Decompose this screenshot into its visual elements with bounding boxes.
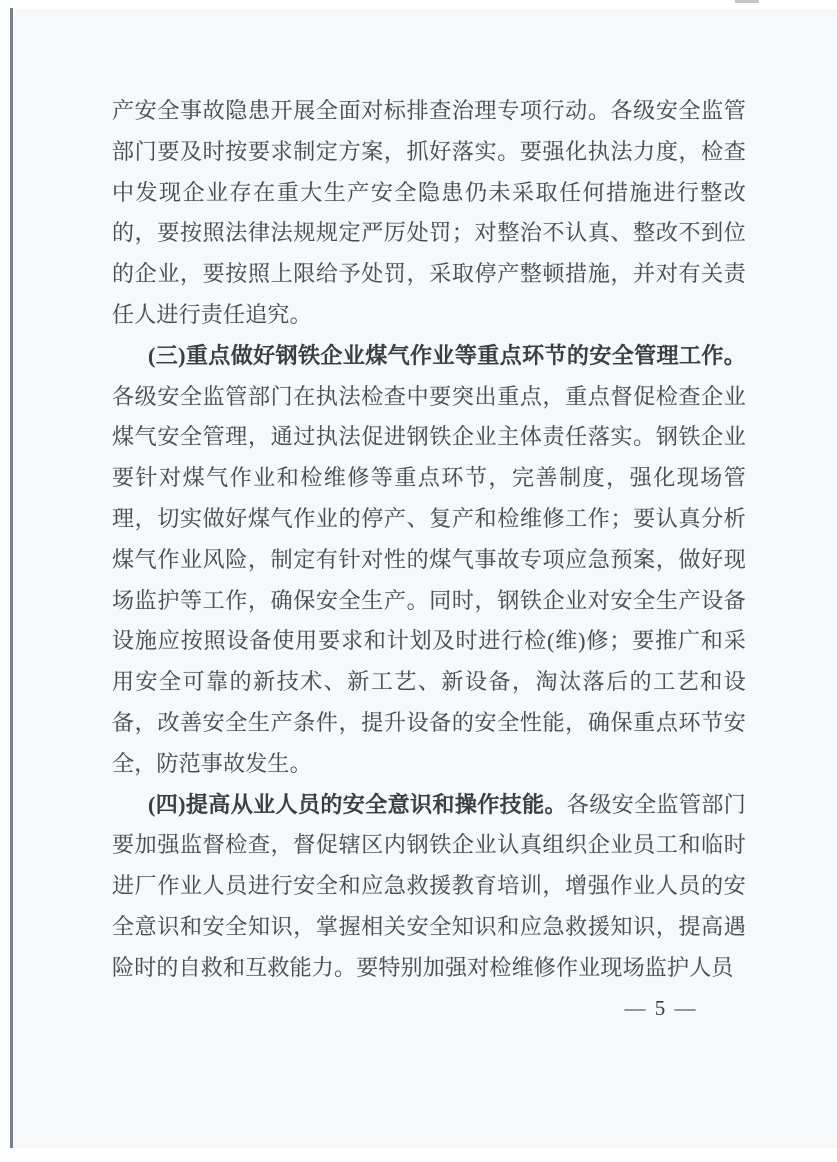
paragraph-text: 产安全事故隐患开展全面对标排查治理专项行动。各级安全监管部门要及时按要求制定方案，抓好落实。要强化执法力度，检查中发现企业存在重大生产安全隐患仍未采取任何措施进行整改的，要按照法律法规规定严厉处罚；对整治不认真、整改不到位的企业，要按照上限给予处罚，采取停产整顿措施，并对有关责任人进行责任追究。 <box>112 98 746 327</box>
paragraph-text: 各级安全监管部门在执法检查中要突出重点，重点督促检查企业煤气安全管理，通过执法促进钢铁企业主体责任落实。钢铁企业要针对煤气作业和检维修等重点环节，完善制度，强化现场管理，切实做好煤气作业的停产、复产和检维修工作；要认真分析煤气作业风险，制定有针对性的煤气事故专项应急预案，做好现场监护等工作，确保安全生产。同时，钢铁企业对安全生产设备设施应按照设备使用要求和计划及时进行检(维)修；要推广和采用安全可靠的新技术、新工艺、新设备，淘汰落后的工艺和设备，改善安全生产条件，提升设备的安全性能，确保重点环节安全，防范事故发生。 <box>112 383 746 776</box>
section-heading-4: (四)提高从业人员的安全意识和操作技能。 <box>148 791 567 817</box>
paragraph-continuation <box>112 91 746 336</box>
scan-artifact-vertical-line <box>10 8 13 1148</box>
scan-edge-bottom <box>0 1148 837 1162</box>
scan-artifact-mark <box>735 0 759 3</box>
page-number: — 5 — <box>624 996 698 1020</box>
scan-edge-top <box>0 0 837 9</box>
document-body <box>112 91 746 989</box>
paragraph-item-4 <box>112 785 746 989</box>
scan-edge-left <box>0 0 10 1162</box>
paragraph-item-3 <box>112 336 746 785</box>
paragraph-text: 各级安全监管部门要加强监督检查，督促辖区内钢铁企业认真组织企业员工和临时进厂作业人员进行安全和应急救援教育培训，增强作业人员的安全意识和安全知识，掌握相关安全知识和应急救援知识，提高遇险时的自救和互救能力。要特别加强对检维修作业现场监护人员 <box>112 791 746 980</box>
section-heading-3: (三)重点做好钢铁企业煤气作业等重点环节的安全管理工作。 <box>148 342 746 368</box>
